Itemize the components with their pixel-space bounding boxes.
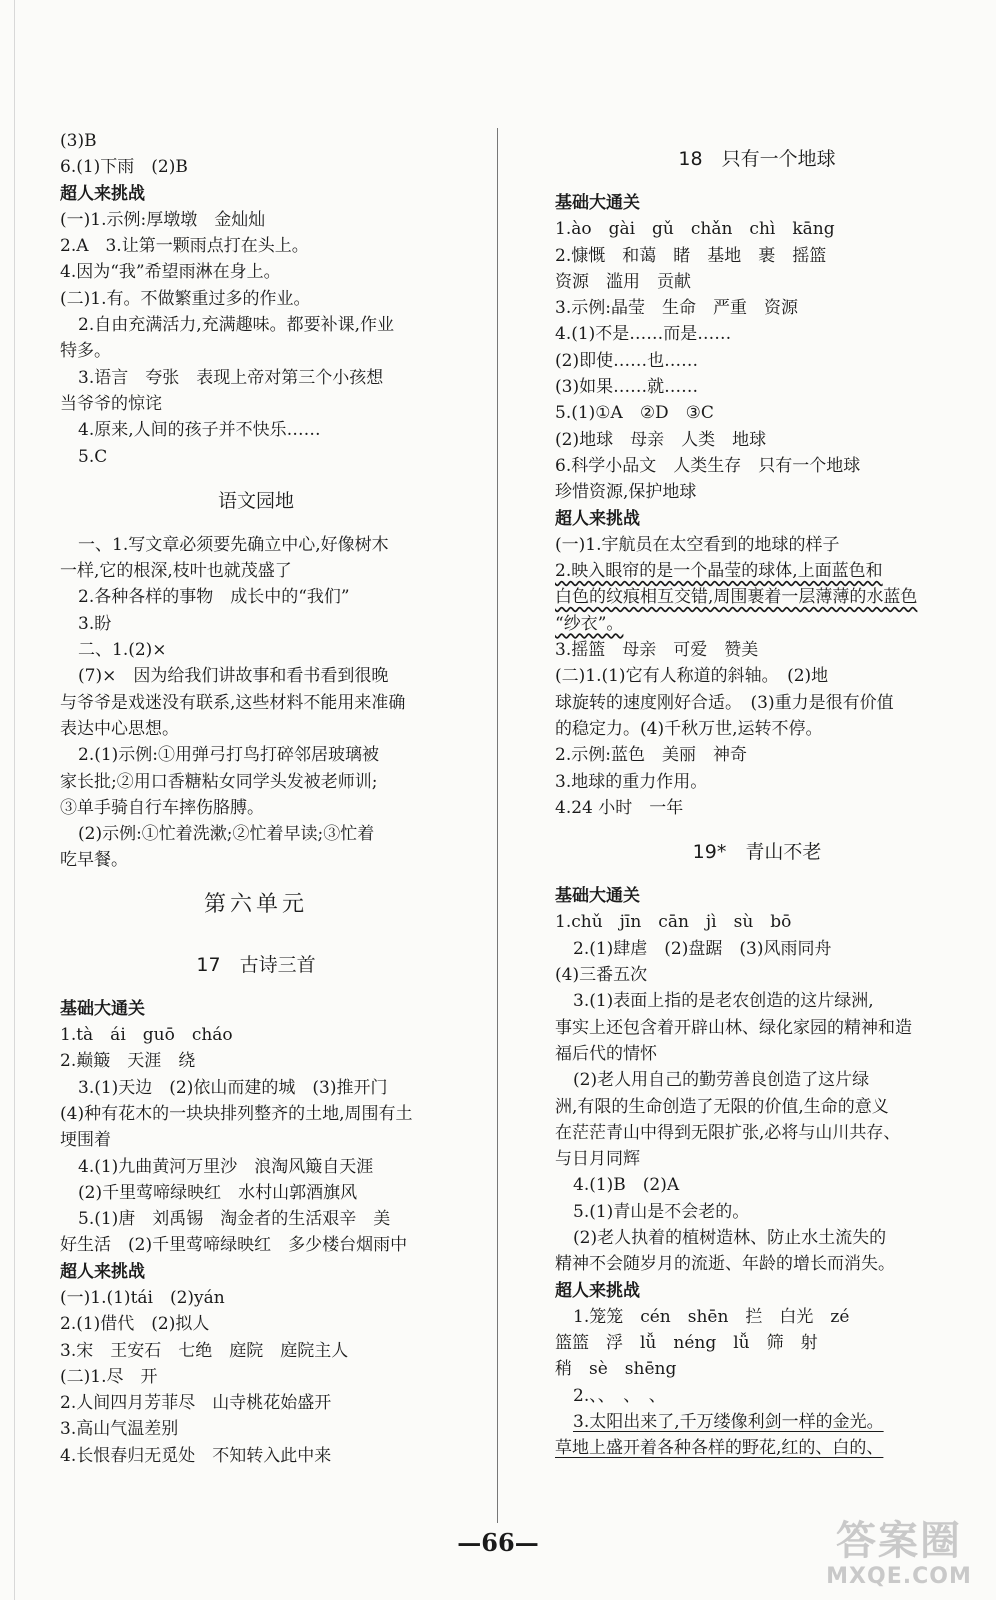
answer-line: (2)地球 母亲 人类 地球: [555, 429, 767, 450]
answer-line: 特多。: [60, 341, 111, 362]
answer-line: 2.(1)借代 (2)拟人: [60, 1314, 210, 1335]
answer-line: 表达中心思想。: [60, 718, 179, 739]
column-divider: [497, 128, 498, 1523]
answer-line: 珍惜资源,保护地球: [555, 482, 697, 503]
answer-line: 5.C: [78, 446, 108, 467]
answer-line: 5.(1)青山是不会老的。: [573, 1201, 750, 1222]
answer-line: 3.太阳出来了,千万缕像利剑一样的金光。: [573, 1412, 884, 1433]
answer-line: 2.示例:蓝色 美丽 神奇: [555, 745, 747, 766]
answer-line: 2.慷慨 和蔼 睹 基地 裹 摇篮: [555, 245, 827, 266]
answer-line: 2.各种各样的事物 成长中的“我们”: [78, 587, 350, 608]
answer-line: 第六单元: [203, 891, 308, 917]
answer-line: (3)如果……就……: [555, 377, 699, 398]
answer-line: 2.(1)肆虐 (2)盘踞 (3)风雨同舟: [573, 938, 832, 959]
answer-line: “纱衣”。: [555, 613, 624, 634]
answer-line: 超人来挑战: [555, 1280, 640, 1301]
answer-line: 17 古诗三首: [196, 953, 316, 976]
answer-line: 5.(1)唐 刘禹锡 淘金者的生活艰辛 美: [78, 1209, 391, 1230]
answer-line: 1.ào gài gǔ chǎn chì kāng: [555, 219, 835, 240]
answer-line: (2)即使……也……: [555, 350, 699, 371]
answer-line: 篮篮 浮 lǚ néng lǚ 筛 射: [555, 1333, 818, 1354]
answer-line: 与爷爷是戏迷没有联系,这些材料不能用来准确: [60, 692, 406, 713]
answer-line: 3.(1)表面上指的是老农创造的这片绿洲,: [573, 991, 874, 1012]
answer-line: 6.(1)下雨 (2)B: [60, 157, 188, 178]
answer-line: 2.自由充满活力,充满趣味。都要补课,作业: [78, 315, 395, 336]
answer-line: 4.24 小时 一年: [555, 797, 684, 818]
answer-line: (2)示例:①忙着洗漱;②忙着早读;③忙着: [78, 824, 375, 845]
answer-line: 一、1.写文章必须要先确立中心,好像树木: [78, 534, 389, 555]
answer-line: 家长批;②用口香糖粘女同学头发被老师训;: [60, 771, 378, 792]
answer-line: 球旋转的速度刚好合适。 (3)重力是很有价值: [555, 692, 894, 713]
answer-line: 2.巅簸 天涯 绕: [60, 1051, 196, 1072]
answer-line: 洲,有限的生命创造了无限的价值,生命的意义: [555, 1096, 889, 1117]
answer-line: 稍 sè shēng: [555, 1359, 677, 1380]
page-edge-line: [14, 0, 15, 1600]
answer-line: 4.原来,人间的孩子并不快乐……: [78, 420, 321, 441]
answer-line: 1.笼笼 cén shēn 拦 白光 zé: [573, 1306, 850, 1327]
answer-line: 2.A 3.让第一颗雨点打在头上。: [60, 236, 309, 257]
right-column: [555, 128, 959, 1462]
answer-line: 1.tà ái guō cháo: [60, 1025, 233, 1046]
answer-line: 4.(1)B (2)A: [573, 1175, 680, 1196]
answer-line: 18 只有一个地球: [678, 148, 836, 170]
answer-line: 3.地球的重力作用。: [555, 771, 708, 792]
answer-line: 2.映入眼帘的是一个晶莹的球体,上面蓝色和: [555, 561, 883, 582]
answer-line: 4.(1)九曲黄河万里沙 浪淘风簸自天涯: [78, 1156, 374, 1177]
answer-line: 4.因为“我”希望雨淋在身上。: [60, 262, 281, 283]
answer-line: 4.长恨春归无觅处 不知转入此中来: [60, 1445, 332, 1466]
answer-line: 3.示例:晶莹 生命 严重 资源: [555, 298, 798, 319]
answer-line: (二)1.尽 开: [60, 1366, 158, 1387]
answer-line: 5.(1)①A ②D ③C: [555, 403, 714, 424]
answer-line: 3.语言 夸张 表现上帝对第三个小孩想: [78, 367, 384, 388]
answer-line: 超人来挑战: [60, 1261, 145, 1282]
answer-line: 基础大通关: [555, 886, 640, 907]
answer-line: (3)B: [60, 131, 97, 151]
answer-line: 语文园地: [217, 489, 294, 512]
answer-line: 白色的纹痕相互交错,周围裹着一层薄薄的水蓝色: [555, 587, 918, 608]
answer-line: ③单手骑自行车摔伤胳膊。: [60, 797, 264, 818]
answer-line: (2)千里莺啼绿映红 水村山郭酒旗风: [78, 1182, 358, 1203]
watermark-text-cn: 答案圈: [836, 1518, 962, 1564]
answer-line: 二、1.(2)×: [78, 640, 167, 661]
answer-line: (7)× 因为给我们讲故事和看书看到很晚: [78, 666, 389, 687]
answer-line: 基础大通关: [60, 998, 145, 1019]
left-column: [60, 128, 452, 1469]
answer-line: 3.宋 王安石 七绝 庭院 庭院主人: [60, 1340, 349, 1361]
answer-line: 3.盼: [78, 613, 112, 634]
answer-line: (一)1.(1)tái (2)yán: [60, 1287, 225, 1308]
answer-line: 2.、、 、 、: [573, 1385, 666, 1406]
answer-line: 超人来挑战: [60, 183, 145, 204]
answer-line: 19* 青山不老: [692, 841, 822, 864]
answer-line: (4)种有花木的一块块排列整齐的土地,周围有土: [60, 1103, 413, 1124]
answer-line: 3.(1)天边 (2)依山而建的城 (3)推开门: [78, 1077, 388, 1098]
answer-line: 基础大通关: [555, 193, 640, 213]
answer-line: 吃早餐。: [60, 850, 128, 871]
answer-line: 6.科学小品文 人类生存 只有一个地球: [555, 455, 861, 476]
answer-line: 与日月同辉: [555, 1149, 640, 1170]
answer-line: (二)1.有。不做繁重过多的作业。: [60, 288, 311, 309]
answer-line: 草地上盛开着各种各样的野花,红的、白的、: [555, 1438, 884, 1459]
answer-line: 的稳定力。(4)千秋万世,运转不停。: [555, 718, 823, 739]
answer-line: (4)三番五次: [555, 965, 648, 986]
answer-line: (2)老人执着的植树造林、防止水土流失的: [573, 1227, 887, 1248]
answer-line: 一样,它的根深,枝叶也就茂盛了: [60, 561, 292, 582]
answer-line: 事实上还包含着开辟山林、绿化家园的精神和造: [555, 1017, 912, 1038]
answer-line: 1.chǔ jīn cān jì sù bō: [555, 912, 792, 933]
answer-line: 福后代的情怀: [555, 1043, 657, 1064]
answer-line: (2)老人用自己的勤劳善良创造了这片绿: [573, 1070, 870, 1091]
answer-line: 在茫茫青山中得到无限扩张,必将与山川共存、: [555, 1122, 901, 1143]
answer-line: 好生活 (2)千里莺啼绿映红 多少楼台烟雨中: [60, 1235, 408, 1256]
watermark-text-en: MXQE.COM: [826, 1564, 972, 1589]
answer-line: 4.(1)不是……而是……: [555, 324, 732, 345]
answer-line: 3.高山气温差别: [60, 1419, 179, 1440]
watermark-logo: [824, 1518, 974, 1596]
answer-line: 当爷爷的惊诧: [60, 393, 162, 414]
page-number: —66—: [457, 1528, 539, 1557]
answer-line: 超人来挑战: [555, 508, 640, 529]
answer-line: 资源 滥用 贡献: [555, 271, 691, 292]
answer-line: 3.摇篮 母亲 可爱 赞美: [555, 640, 759, 661]
answer-line: 精神不会随岁月的流逝、年龄的增长而消失。: [555, 1254, 895, 1275]
answer-line: (一)1.示例:厚墩墩 金灿灿: [60, 209, 266, 230]
answer-line: (一)1.宇航员在太空看到的地球的样子: [555, 534, 840, 555]
answer-line: (二)1.(1)它有人称道的斜轴。 (2)地: [555, 666, 829, 687]
answer-line: 2.(1)示例:①用弹弓打鸟打碎邻居玻璃被: [78, 745, 380, 766]
answer-line: 埂围着: [60, 1130, 111, 1151]
answer-line: 2.人间四月芳菲尽 山寺桃花始盛开: [60, 1393, 332, 1414]
